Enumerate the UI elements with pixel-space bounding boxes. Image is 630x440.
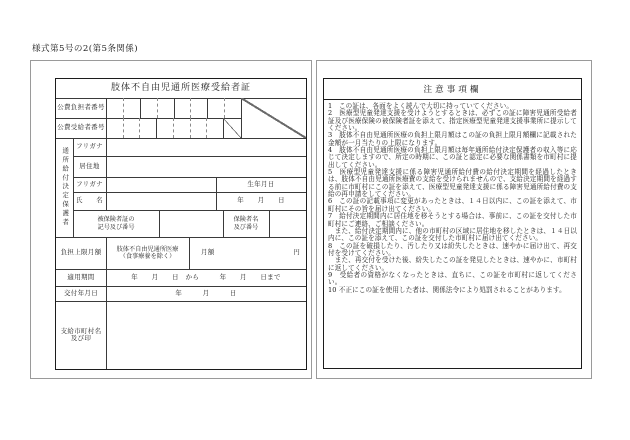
digit-divider (140, 98, 141, 118)
issue-date-label: 交付年月日 (64, 288, 98, 297)
municipality-label: 支給市町村名 及び印 (60, 326, 102, 342)
furigana2-label: フリガナ (76, 179, 103, 188)
slash-cell (223, 118, 241, 138)
digit-divider (139, 118, 140, 138)
note-item: 6 この証の記載事項に変更があったときは、１４日以内に、この証を添えて、市町村にその旨を届け出てください。 (328, 197, 577, 213)
note-item: 9 受給者の資格がなくなったときは、直ちに、この証を市町村に返してください。 (328, 270, 577, 287)
notes-card (316, 60, 592, 379)
note-item: 5 医療型児童発達支援に係る障害児通所給付費の給付決定期間を経過したときは、肢体不自由児通所医療費の支給を受けられませんので、支給決定期間を経過する前に市町村にこの証を添えて、医療型児童発達支援に係る障害児通所給付費の支給の再申請をしてください。 (328, 168, 577, 199)
monthly-amount-cell (189, 237, 306, 269)
guardian-group-label: 通所給付決定保護者 (61, 147, 70, 228)
recipient-number-label: 公費受給者番号 (57, 123, 105, 132)
note-item: また、再交付を受けた後、紛失したこの証を発見したときは、速やかに、市町村に返してください。 (328, 256, 577, 272)
certificate-table (55, 78, 307, 370)
digit-divider (156, 118, 157, 138)
form-code-label: 様式第5号の2(第5条関係) (32, 44, 139, 54)
note-item: 3 肢体不自由児通所医療の負担上限月額はこの証の負担上限月額欄に記載された金額が一月当たりの上限になります。 (328, 131, 577, 147)
period-format: 年 月 日 から 年 月 日まで (131, 272, 281, 281)
insured-card-label: 被保険者証の 記号及び番号 (97, 216, 135, 231)
digit-divider (157, 98, 158, 118)
digit-divider (123, 118, 124, 138)
period-label: 適用期間 (67, 272, 95, 281)
grid-line (106, 98, 107, 210)
notes-panel (323, 78, 582, 369)
payer-number-label: 公費負担者番号 (57, 103, 105, 112)
certificate-card (30, 60, 312, 379)
note-item: 1 この証は、各面をよく読んで大切に持っていてください。 (328, 102, 514, 110)
note-item: 2 医療型児童発達支援を受けようとするときは、必ずこの証に障害児通所受給者証及び医療保険の被保険者証を添えて、指定医療型児童発達支援事業所に提示してください。 (328, 109, 577, 133)
note-item: 8 この証を破損したり、汚したり又は紛失したときは、速やかに届け出て、再交付を受けてください。 (328, 241, 577, 257)
digit-divider (206, 118, 207, 138)
insurer-label: 保険者名 及び番号 (233, 216, 259, 231)
note-item: 10 不正にこの証を使用した者は、関係法令により処罰されることがあります。 (328, 285, 566, 294)
birthdate-format: 年 月 日 (237, 196, 285, 205)
note-item: 4 肢体不自由児通所医療の負担上限月額は毎年通所給付決定保護者の収入等に応じて決定しますので、所定の時期に、この証と認定に必要な関係書類を市町村に提出してください。 (328, 146, 577, 169)
note-item: 7 給付決定期間内に居住地を移そうとする場合は、事前に、この証を交付した市町村にご連絡、ご相談ください。 (328, 212, 577, 228)
notes-title: 注意事項欄 (324, 79, 581, 100)
unused-diagonal-cell (241, 98, 306, 138)
grid-line (269, 210, 270, 237)
issue-date-format: 年 月 日 (175, 288, 237, 297)
digit-divider (190, 118, 191, 138)
copay-limit-label: 負担上限月額 (60, 248, 102, 257)
notes-body (324, 100, 581, 294)
birthdate-label: 生年月日 (247, 179, 275, 188)
grid-line (159, 210, 160, 237)
furigana-label: フリガナ (76, 142, 103, 151)
note-item: また、給付決定期間内に、他の市町村の区域に居住地を移したときは、１４日以内に、この証を添えて、この証を交付した市町村に届け出てください。 (328, 226, 577, 243)
grid-line (73, 156, 306, 157)
digit-divider (174, 98, 175, 118)
address-label: 居住地 (79, 161, 100, 170)
digit-divider (123, 98, 124, 118)
digit-divider (224, 98, 225, 118)
yen-label: 円 (293, 248, 300, 257)
name-label: 氏 名 (75, 196, 104, 205)
monthly-label: 月額 (201, 248, 215, 257)
copay-type-label: 肢体不自由児通所医療 （食事療養を除く） (116, 245, 179, 260)
digit-divider (190, 98, 191, 118)
digit-divider (173, 118, 174, 138)
certificate-title: 肢体不自由児通所医療受給者証 (110, 83, 251, 94)
digit-divider (207, 98, 208, 118)
